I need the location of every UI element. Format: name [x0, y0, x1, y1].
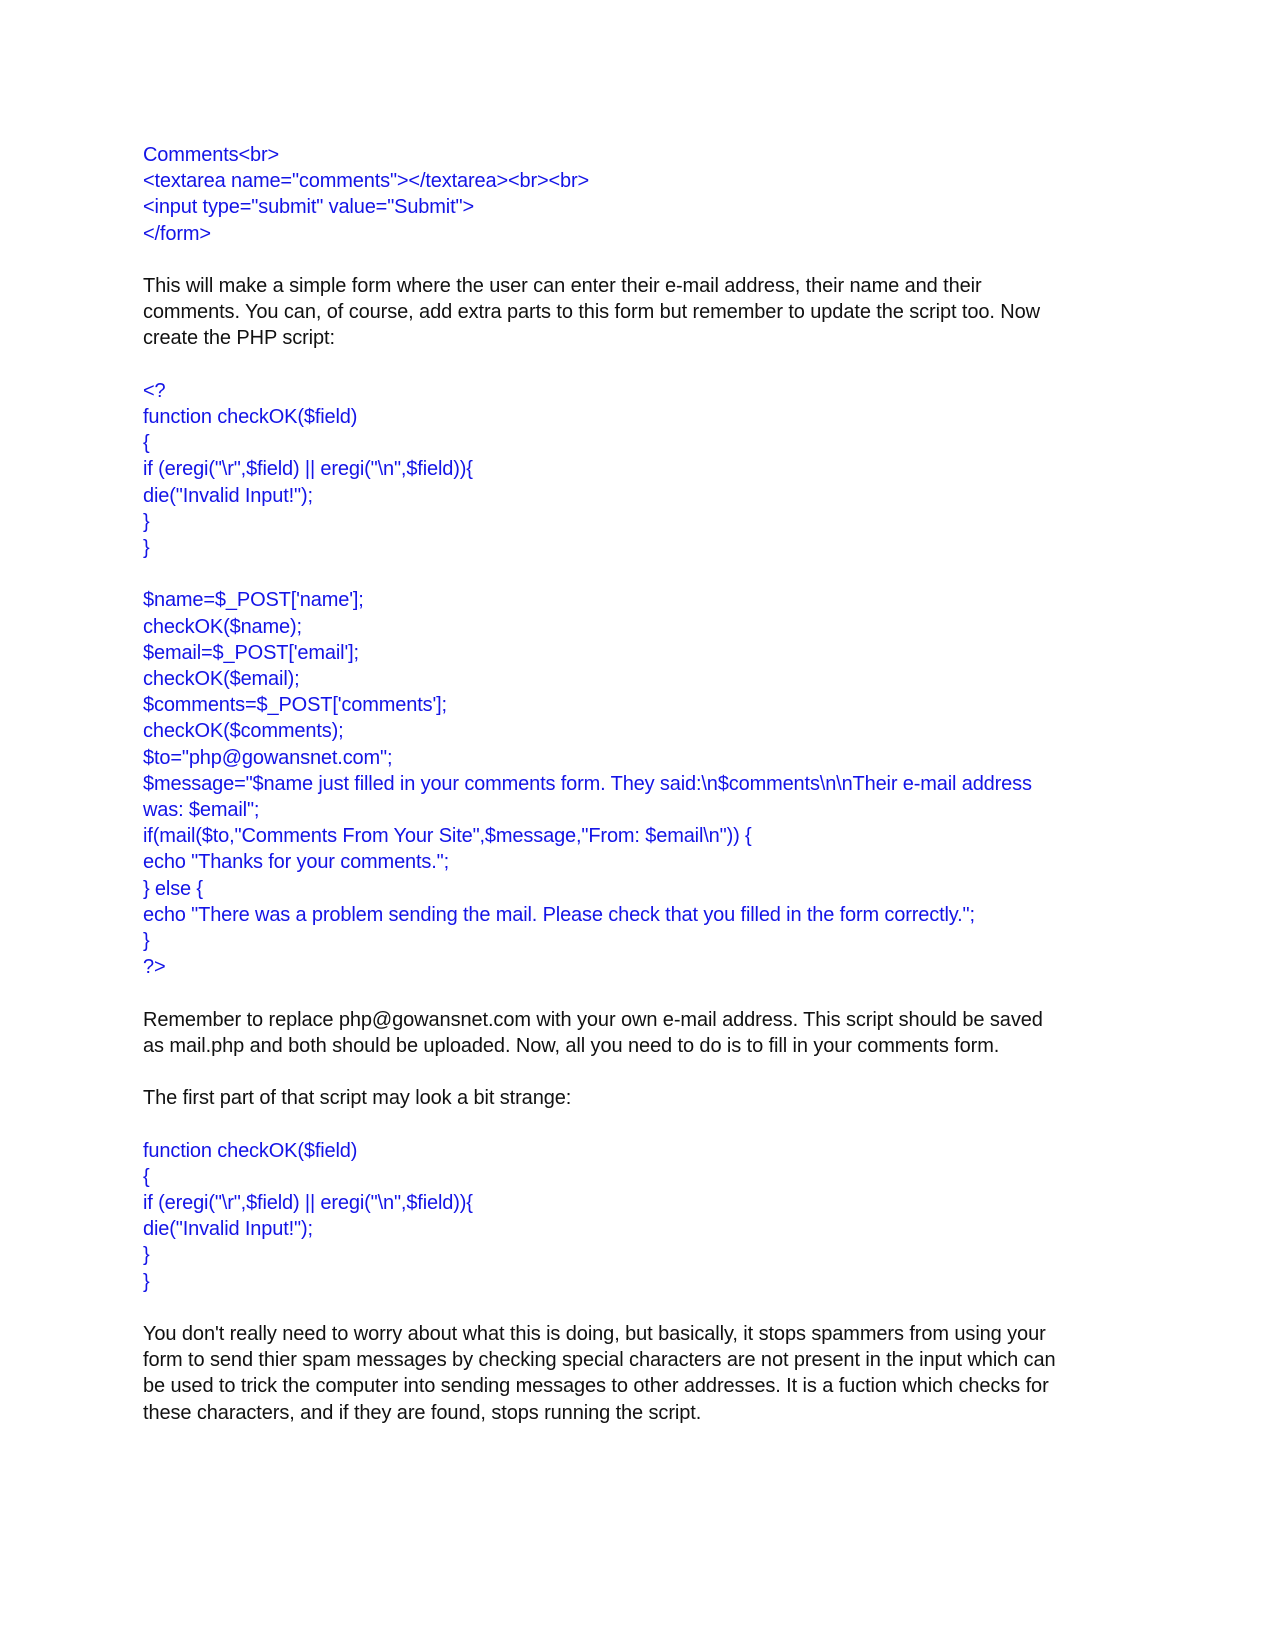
- code-line: die("Invalid Input!");: [143, 1218, 313, 1241]
- checkok-function-code-block: [143, 1138, 1073, 1295]
- text-line: This will make a simple form where the user can enter their e-mail address, their name and their: [143, 275, 982, 297]
- code-line: checkOK($comments);: [143, 720, 344, 743]
- code-line: $message="$name just filled in your comments form. They said:\n$comments\n\nTheir e-mail address: [143, 772, 1032, 795]
- text-line: create the PHP script:: [143, 327, 335, 350]
- replace-email-paragraph: [143, 1007, 1073, 1059]
- code-line: Comments<br>: [143, 144, 280, 166]
- form-explanation-paragraph: [143, 273, 1073, 352]
- code-line: {: [143, 1165, 150, 1188]
- code-line: }: [143, 1270, 150, 1293]
- code-line: echo "There was a problem sending the mail. Please check that you filled in the form correctly.";: [143, 903, 975, 926]
- text-line: Remember to replace php@gowansnet.com with your own e-mail address. This script should be saved: [143, 1008, 1043, 1031]
- code-line: was: $email";: [143, 799, 260, 822]
- code-line: if(mail($to,"Comments From Your Site",$message,"From: $email\n")) {: [143, 825, 752, 848]
- text-line: as mail.php and both should be uploaded. Now, all you need to do is to fill in your comments form.: [143, 1034, 1000, 1057]
- code-line: die("Invalid Input!");: [143, 484, 313, 507]
- code-line: $email=$_POST['email'];: [143, 641, 359, 664]
- text-line: comments. You can, of course, add extra parts to this form but remember to update the script too. Now: [143, 301, 1041, 324]
- spacer: [143, 561, 1073, 587]
- spacer: [143, 247, 1073, 273]
- code-line: function checkOK($field): [143, 1139, 358, 1162]
- code-line: function checkOK($field): [143, 406, 358, 428]
- code-line: <?: [143, 379, 166, 402]
- spam-explanation-paragraph: [143, 1321, 1073, 1426]
- code-line: $name=$_POST['name'];: [143, 589, 364, 612]
- code-line: <input type="submit" value="Submit">: [143, 196, 474, 219]
- code-line: {: [143, 432, 150, 455]
- code-line: }: [143, 510, 150, 533]
- spacer: [143, 980, 1073, 1006]
- code-line: <textarea name="comments"></textarea><br><br>: [143, 170, 590, 193]
- php-mail-code-block: [143, 587, 1073, 980]
- code-line: if (eregi("\r",$field) || eregi("\n",$field)){: [143, 1192, 473, 1215]
- text-line: You don't really need to worry about what this is doing, but basically, it stops spammers from using your: [143, 1323, 1046, 1346]
- code-line: ?>: [143, 956, 166, 979]
- code-line: }: [143, 930, 150, 953]
- first-part-paragraph: [143, 1085, 1073, 1111]
- code-line: echo "Thanks for your comments.";: [143, 851, 450, 874]
- code-line: $comments=$_POST['comments'];: [143, 694, 447, 717]
- code-line: } else {: [143, 877, 203, 900]
- document-page: [143, 142, 1073, 1426]
- spacer: [143, 1059, 1073, 1085]
- code-line: if (eregi("\r",$field) || eregi("\n",$field)){: [143, 458, 473, 481]
- php-function-code-block: [143, 378, 1073, 561]
- code-line: checkOK($email);: [143, 668, 300, 691]
- spacer: [143, 1111, 1073, 1137]
- code-line: $to="php@gowansnet.com";: [143, 746, 393, 769]
- code-line: }: [143, 537, 150, 560]
- spacer: [143, 352, 1073, 378]
- code-line: }: [143, 1244, 150, 1267]
- code-line: checkOK($name);: [143, 615, 302, 638]
- spacer: [143, 1295, 1073, 1321]
- text-line: these characters, and if they are found, stops running the script.: [143, 1401, 702, 1424]
- code-line: </form>: [143, 222, 211, 245]
- text-line: The first part of that script may look a bit strange:: [143, 1087, 572, 1110]
- text-line: be used to trick the computer into sending messages to other addresses. It is a fuction which checks for: [143, 1375, 1049, 1398]
- html-form-code-block: [143, 142, 1073, 247]
- text-line: form to send thier spam messages by checking special characters are not present in the input which can: [143, 1349, 1056, 1372]
